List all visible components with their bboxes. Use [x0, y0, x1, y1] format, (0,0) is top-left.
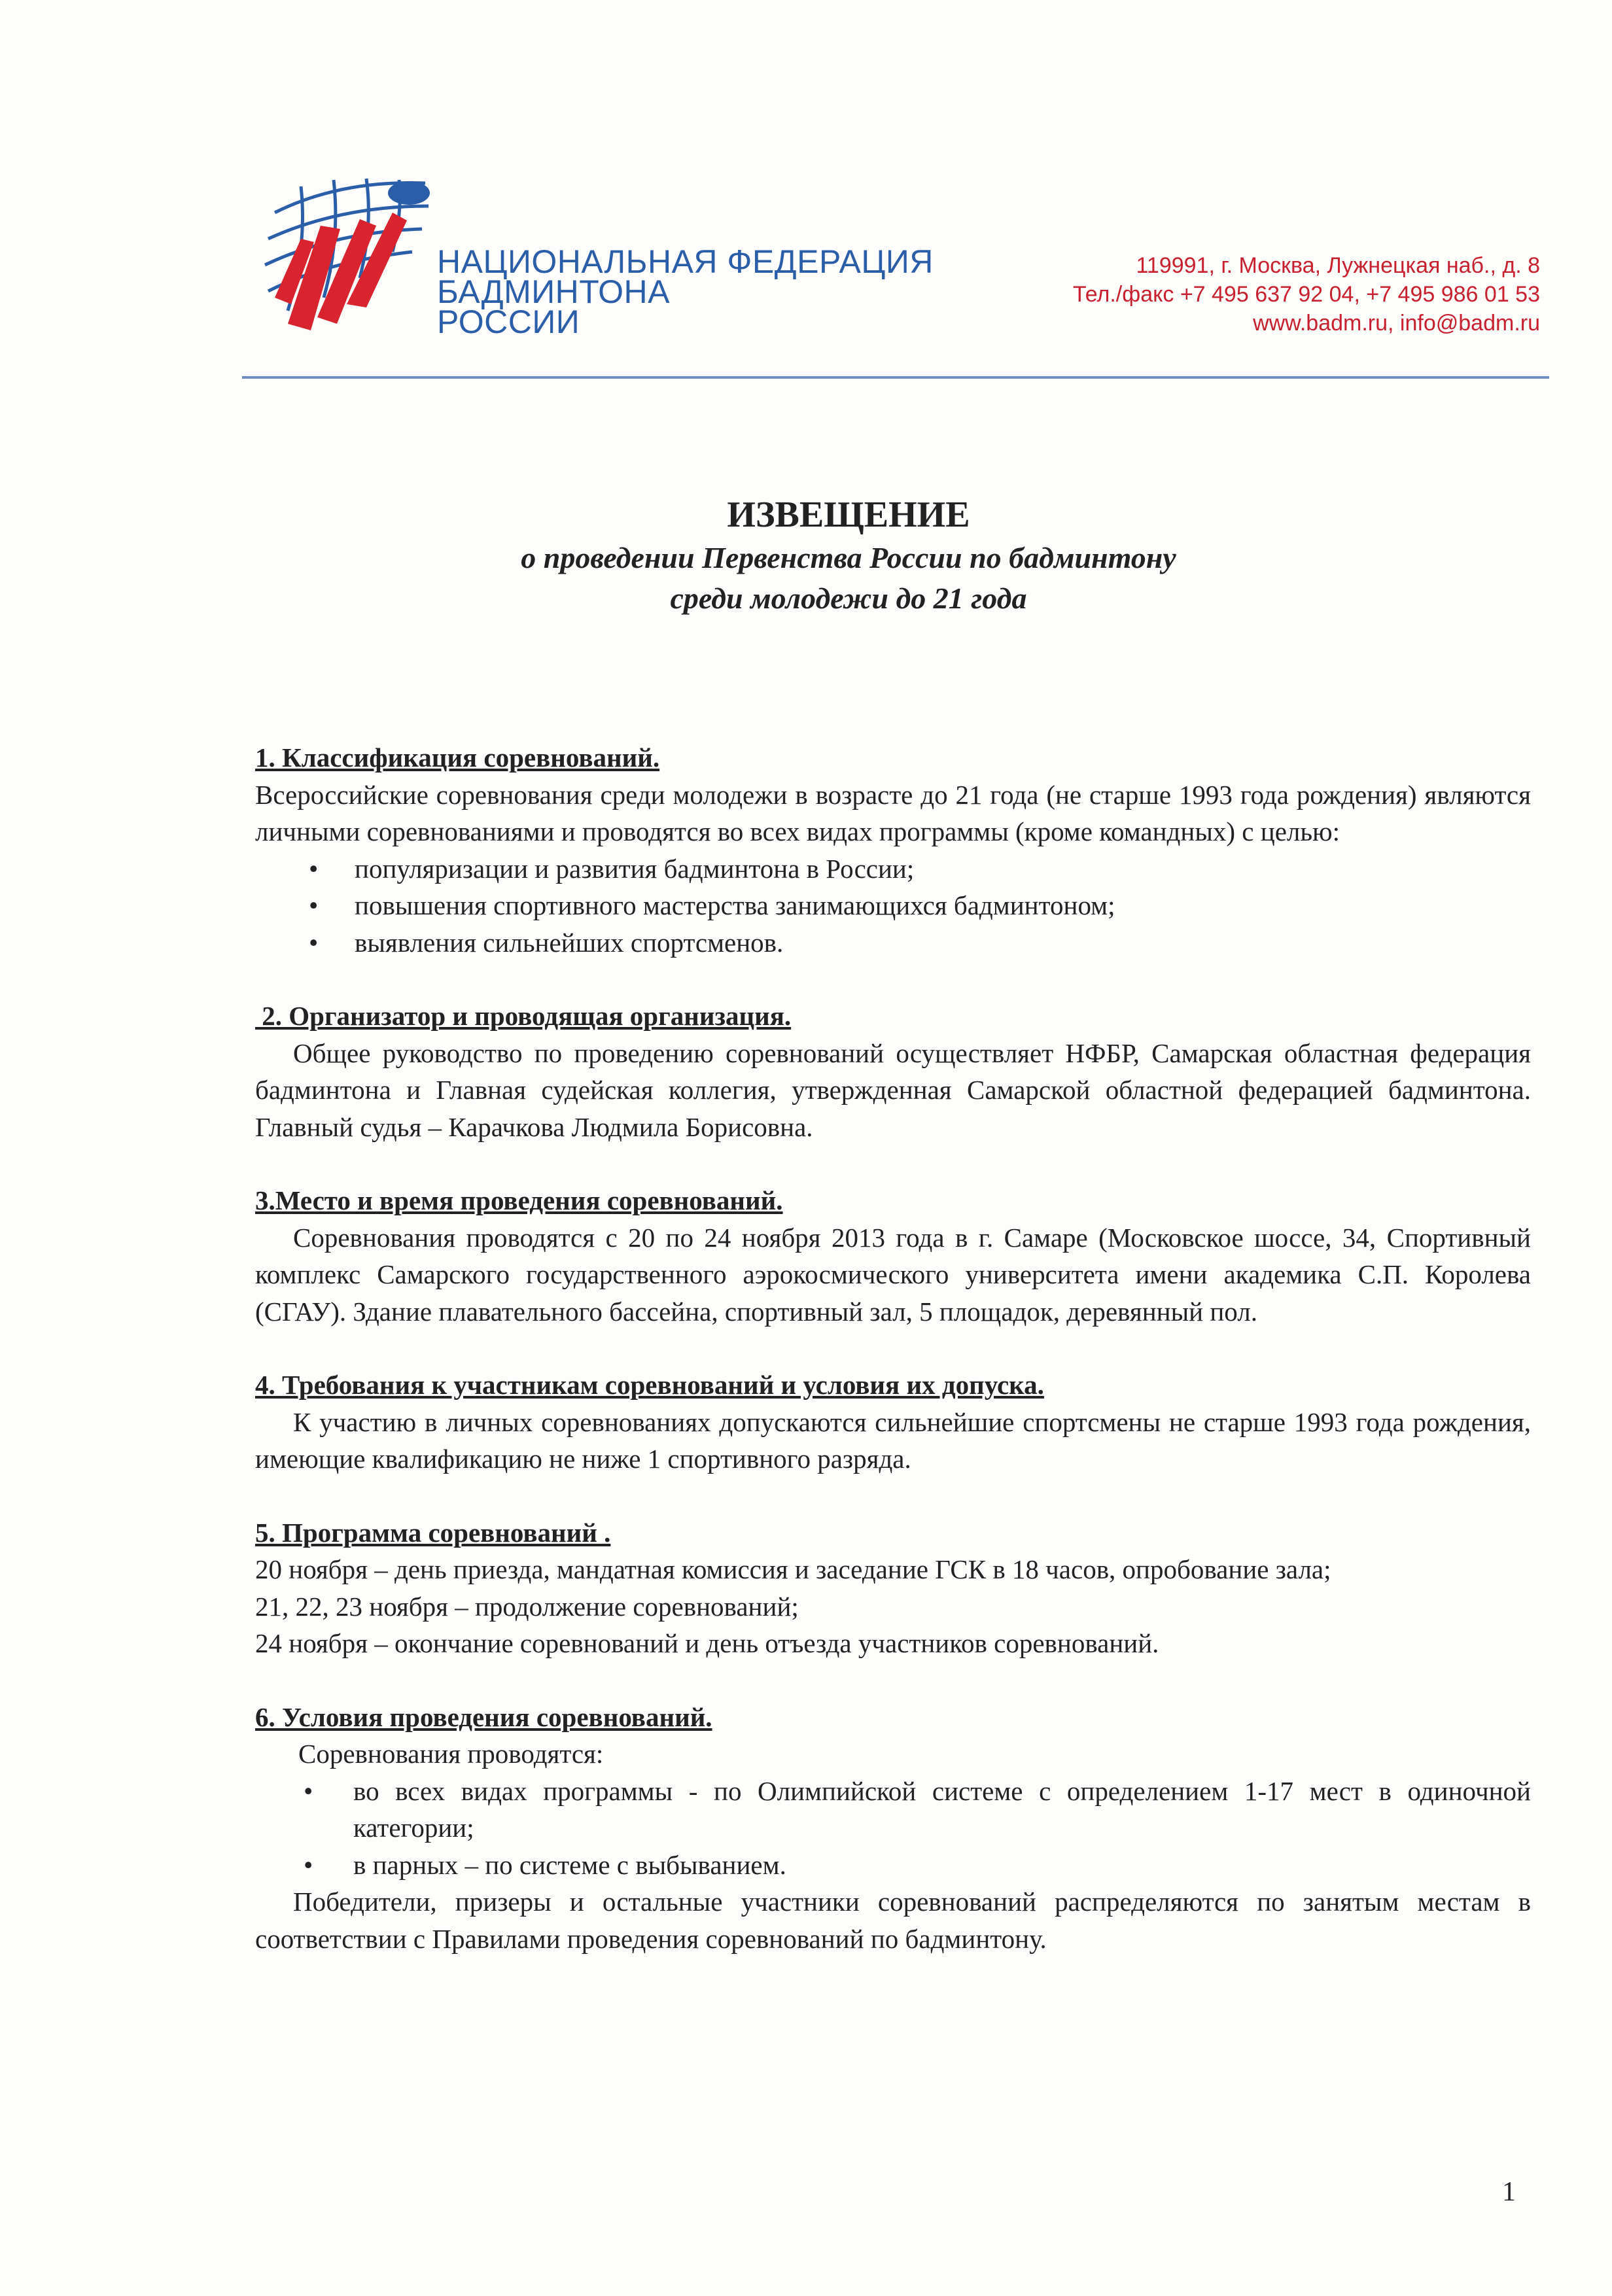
section-2-text: Общее руководство по проведению соревнований осуществляет НФБР, Самарская областная федерация бадминтона и Главная судейская коллегия, утвержденная Самарской областной федерацией бадминтона. Главный судья – Карачкова Людмила Борисовна. — [255, 1037, 1531, 1142]
bullet-icon: • — [304, 1775, 313, 1806]
section-5-line3: 24 ноября – окончание соревнований и день отъезда участников соревнований. — [255, 1628, 1159, 1658]
section-4-heading: 4. Требования к участникам соревнований и условия их допуска. — [255, 1370, 1044, 1400]
title-subtitle-line2: среди молодежи до 21 года — [670, 582, 1027, 615]
section-1-heading: 1. Классификация соревнований. — [255, 742, 660, 773]
section-3-text: Соревнования проводятся с 20 по 24 ноября 2013 года в г. Самаре (Московское шоссе, 34, Спортивный комплекс Самарского государственного аэрокосмического университета имени академика С.П. Королева (СГАУ). Здание плавательного бассейна, спортивный зал, 5 площадок, деревянный пол. — [255, 1222, 1531, 1327]
section-6-heading: 6. Условия проведения соревнований. — [255, 1701, 712, 1732]
shuttlecock-net-logo-icon — [262, 167, 445, 337]
section-6-closing: Победители, призеры и остальные участники соревнований распределяются по занятым местам в соответствии с Правилами проведения соревнований по бадминтону. — [255, 1887, 1531, 1954]
bullet-icon: • — [309, 927, 319, 958]
section-3-heading: 3.Место и время проведения соревнований. — [255, 1185, 783, 1215]
federation-name-line2: БАДМИНТОНА — [437, 273, 670, 310]
address: 119991, г. Москва, Лужнецкая наб., д. 8 — [1136, 253, 1540, 278]
web-email: www.badm.ru, info@badm.ru — [1253, 311, 1540, 336]
bullet-icon: • — [309, 890, 319, 920]
page-number: 1 — [1502, 2177, 1516, 2207]
section-5-line2: 21, 22, 23 ноября – продолжение соревнований; — [255, 1591, 799, 1622]
document-title — [0, 492, 1612, 619]
section-1-bullet-list — [255, 850, 1531, 962]
list-item — [255, 887, 1531, 924]
phone: Тел./факс +7 495 637 92 04, +7 495 986 01 53 — [1072, 282, 1540, 307]
list-item — [255, 850, 1531, 888]
title-subtitle-line1: о проведении Первенства России по бадминтону — [521, 541, 1176, 574]
section-5-line1: 20 ноября – день приезда, мандатная комиссия и заседание ГСК в 18 часов, опробование зала; — [255, 1554, 1331, 1584]
header-divider — [242, 376, 1549, 379]
list-item-text: в парных – по системе с выбыванием. — [353, 1849, 786, 1880]
federation-name — [437, 243, 934, 340]
section-1-text: Всероссийские соревнования среди молодежи в возрасте до 21 года (не старше 1993 года рождения) являются личными соревнованиями и проводятся во всех видах программы (кроме командных) с целью: — [255, 779, 1531, 846]
section-4-text: К участию в личных соревнованиях допускаются сильнейшие спортсмены не старше 1993 года рождения, имеющие квалификацию не ниже 1 спортивного разряда. — [255, 1406, 1531, 1474]
federation-name-line1: НАЦИОНАЛЬНАЯ ФЕДЕРАЦИЯ — [437, 243, 934, 280]
section-6-intro: Соревнования проводятся: — [298, 1739, 604, 1769]
title-main: ИЗВЕЩЕНИЕ — [727, 495, 970, 535]
list-item-text: выявления сильнейших спортсменов. — [355, 927, 784, 958]
list-item — [255, 1847, 1531, 1884]
contact-block — [951, 251, 1540, 338]
federation-name-line3: РОССИИ — [437, 304, 580, 340]
bullet-icon: • — [309, 853, 319, 884]
document-body — [255, 739, 1531, 1957]
bullet-icon: • — [304, 1849, 313, 1880]
section-5-heading: 5. Программа соревнований . — [255, 1517, 611, 1548]
list-item-text: во всех видах программы - по Олимпийской системе с определением 1-17 мест в одиночной категории; — [353, 1775, 1531, 1843]
section-2-heading: 2. Организатор и проводящая организация. — [255, 1001, 792, 1031]
list-item-text: повышения спортивного мастерства занимающихся бадминтоном; — [355, 890, 1115, 920]
federation-logo — [262, 167, 934, 350]
list-item — [255, 924, 1531, 962]
list-item-text: популяризации и развития бадминтона в России; — [355, 853, 915, 884]
section-6-bullet-list — [255, 1773, 1531, 1884]
list-item — [255, 1773, 1531, 1847]
